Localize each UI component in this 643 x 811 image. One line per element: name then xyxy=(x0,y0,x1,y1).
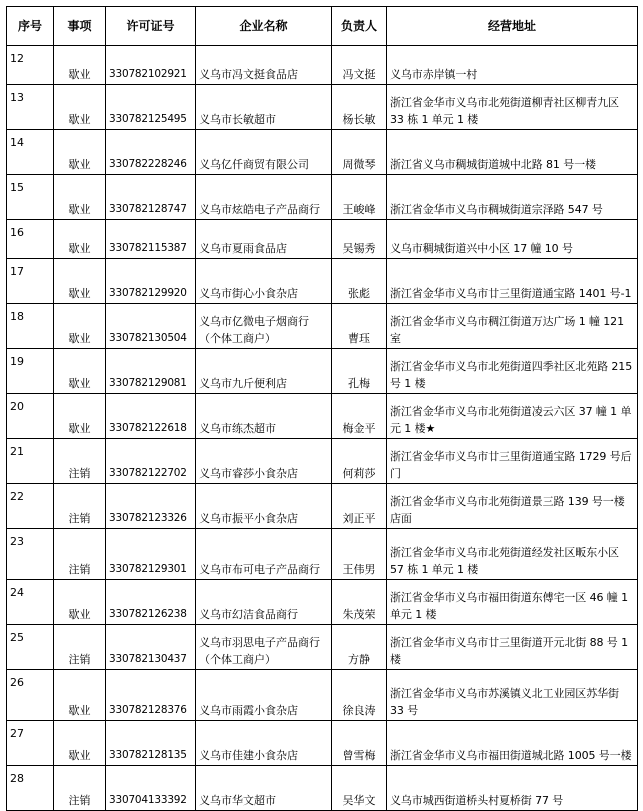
seq-cell: 27 xyxy=(7,721,54,766)
table-row xyxy=(7,439,638,484)
person-cell: 朱茂荣 xyxy=(332,580,387,625)
license-cell: 330782102921 xyxy=(106,46,196,85)
license-cell: 330782128376 xyxy=(106,670,196,721)
table-row xyxy=(7,46,638,85)
license-cell: 330782128135 xyxy=(106,721,196,766)
action-cell: 歇业 xyxy=(54,670,106,721)
seq-cell: 21 xyxy=(7,439,54,484)
table-row xyxy=(7,580,638,625)
action-cell: 歇业 xyxy=(54,175,106,220)
action-cell: 注销 xyxy=(54,625,106,670)
seq-cell: 15 xyxy=(7,175,54,220)
address-cell: 浙江省金华市义乌市北苑街道四季社区北苑路 215 号 1 楼 xyxy=(387,349,638,394)
company-cell: 义乌市冯文挺食品店 xyxy=(196,46,332,85)
table-row xyxy=(7,220,638,259)
header-person: 负责人 xyxy=(332,7,387,46)
seq-cell: 12 xyxy=(7,46,54,85)
seq-cell: 16 xyxy=(7,220,54,259)
action-cell: 注销 xyxy=(54,484,106,529)
person-cell: 徐良涛 xyxy=(332,670,387,721)
person-cell: 曾雪梅 xyxy=(332,721,387,766)
seq-cell: 23 xyxy=(7,529,54,580)
license-cell: 330782130437 xyxy=(106,625,196,670)
seq-cell: 25 xyxy=(7,625,54,670)
company-cell: 义乌市振平小食杂店 xyxy=(196,484,332,529)
address-cell: 浙江省金华市义乌市福田街道城北路 1005 号一楼 xyxy=(387,721,638,766)
seq-cell: 26 xyxy=(7,670,54,721)
seq-cell: 28 xyxy=(7,766,54,811)
license-cell: 330782128747 xyxy=(106,175,196,220)
address-cell: 义乌市赤岸镇一村 xyxy=(387,46,638,85)
company-cell: 义乌市华文超市 xyxy=(196,766,332,811)
person-cell: 曹珏 xyxy=(332,304,387,349)
person-cell: 王伟男 xyxy=(332,529,387,580)
company-cell: 义乌市街心小食杂店 xyxy=(196,259,332,304)
company-cell: 义乌市雨霞小食杂店 xyxy=(196,670,332,721)
address-cell: 义乌市城西街道桥头村夏桥街 77 号 xyxy=(387,766,638,811)
action-cell: 注销 xyxy=(54,529,106,580)
license-cell: 330704133392 xyxy=(106,766,196,811)
table-row xyxy=(7,259,638,304)
company-cell: 义乌市佳建小食杂店 xyxy=(196,721,332,766)
header-action: 事项 xyxy=(54,7,106,46)
license-cell: 330782125495 xyxy=(106,85,196,130)
seq-cell: 24 xyxy=(7,580,54,625)
table-row xyxy=(7,721,638,766)
seq-cell: 13 xyxy=(7,85,54,130)
address-cell: 浙江省金华市义乌市福田街道东傅宅一区 46 幢 1 单元 1 楼 xyxy=(387,580,638,625)
license-cell: 330782129081 xyxy=(106,349,196,394)
action-cell: 歇业 xyxy=(54,130,106,175)
seq-cell: 17 xyxy=(7,259,54,304)
person-cell: 孔梅 xyxy=(332,349,387,394)
license-cell: 330782115387 xyxy=(106,220,196,259)
action-cell: 歇业 xyxy=(54,721,106,766)
person-cell: 何莉莎 xyxy=(332,439,387,484)
company-cell: 义乌市九斤便利店 xyxy=(196,349,332,394)
seq-cell: 19 xyxy=(7,349,54,394)
seq-cell: 22 xyxy=(7,484,54,529)
company-cell: 义乌市布可电子产品商行 xyxy=(196,529,332,580)
address-cell: 浙江省金华市义乌市稠城街道宗泽路 547 号 xyxy=(387,175,638,220)
header-license: 许可证号 xyxy=(106,7,196,46)
person-cell: 冯文挺 xyxy=(332,46,387,85)
person-cell: 吴锡秀 xyxy=(332,220,387,259)
address-cell: 浙江省金华市义乌市北苑街道柳青社区柳青九区 33 栋 1 单元 1 楼 xyxy=(387,85,638,130)
address-cell: 浙江省金华市义乌市廿三里街道通宝路 1729 号后门 xyxy=(387,439,638,484)
person-cell: 张彪 xyxy=(332,259,387,304)
license-cell: 330782228246 xyxy=(106,130,196,175)
company-cell: 义乌市睿莎小食杂店 xyxy=(196,439,332,484)
license-cell: 330782130504 xyxy=(106,304,196,349)
table-row xyxy=(7,529,638,580)
person-cell: 梅金平 xyxy=(332,394,387,439)
address-cell: 浙江省金华市义乌市苏溪镇义北工业园区苏华街 33 号 xyxy=(387,670,638,721)
table-row xyxy=(7,130,638,175)
table-row xyxy=(7,766,638,811)
person-cell: 吴华文 xyxy=(332,766,387,811)
license-cell: 330782122618 xyxy=(106,394,196,439)
company-cell: 义乌市羽思电子产品商行（个体工商户） xyxy=(196,625,332,670)
header-seq: 序号 xyxy=(7,7,54,46)
action-cell: 歇业 xyxy=(54,46,106,85)
action-cell: 歇业 xyxy=(54,220,106,259)
header-address: 经营地址 xyxy=(387,7,638,46)
address-cell: 浙江省金华市义乌市稠江街道万达广场 1 幢 121 室 xyxy=(387,304,638,349)
seq-cell: 14 xyxy=(7,130,54,175)
table-row xyxy=(7,670,638,721)
action-cell: 注销 xyxy=(54,439,106,484)
person-cell: 王峻峰 xyxy=(332,175,387,220)
action-cell: 歇业 xyxy=(54,394,106,439)
action-cell: 注销 xyxy=(54,766,106,811)
table-row xyxy=(7,349,638,394)
seq-cell: 18 xyxy=(7,304,54,349)
person-cell: 刘正平 xyxy=(332,484,387,529)
table-row xyxy=(7,304,638,349)
address-cell: 浙江省义乌市稠城街道城中北路 81 号一楼 xyxy=(387,130,638,175)
company-cell: 义乌市练杰超市 xyxy=(196,394,332,439)
address-cell: 浙江省金华市义乌市北苑街道经发社区畈东小区 57 栋 1 单元 1 楼 xyxy=(387,529,638,580)
person-cell: 方静 xyxy=(332,625,387,670)
license-cell: 330782129301 xyxy=(106,529,196,580)
license-cell: 330782129920 xyxy=(106,259,196,304)
table-row xyxy=(7,85,638,130)
company-cell: 义乌市炫皓电子产品商行 xyxy=(196,175,332,220)
company-cell: 义乌市夏雨食品店 xyxy=(196,220,332,259)
action-cell: 歇业 xyxy=(54,85,106,130)
action-cell: 歇业 xyxy=(54,304,106,349)
license-table xyxy=(6,6,638,811)
header-row xyxy=(7,7,638,46)
person-cell: 周微琴 xyxy=(332,130,387,175)
address-cell: 浙江省金华市义乌市廿三里街道开元北街 88 号 1 楼 xyxy=(387,625,638,670)
address-cell: 浙江省金华市义乌市北苑街道景三路 139 号一楼店面 xyxy=(387,484,638,529)
table-row xyxy=(7,175,638,220)
company-cell: 义乌亿仟商贸有限公司 xyxy=(196,130,332,175)
company-cell: 义乌市幻洁食品商行 xyxy=(196,580,332,625)
address-cell: 浙江省金华市义乌市廿三里街道通宝路 1401 号-1 xyxy=(387,259,638,304)
seq-cell: 20 xyxy=(7,394,54,439)
header-company: 企业名称 xyxy=(196,7,332,46)
license-cell: 330782123326 xyxy=(106,484,196,529)
table-row xyxy=(7,484,638,529)
action-cell: 歇业 xyxy=(54,580,106,625)
table-row xyxy=(7,394,638,439)
license-cell: 330782122702 xyxy=(106,439,196,484)
table-row xyxy=(7,625,638,670)
action-cell: 歇业 xyxy=(54,259,106,304)
company-cell: 义乌市长敏超市 xyxy=(196,85,332,130)
person-cell: 杨长敏 xyxy=(332,85,387,130)
company-cell: 义乌市亿微电子烟商行（个体工商户） xyxy=(196,304,332,349)
address-cell: 浙江省金华市义乌市北苑街道凌云六区 37 幢 1 单元 1 楼★ xyxy=(387,394,638,439)
license-cell: 330782126238 xyxy=(106,580,196,625)
action-cell: 歇业 xyxy=(54,349,106,394)
address-cell: 义乌市稠城街道兴中小区 17 幢 10 号 xyxy=(387,220,638,259)
